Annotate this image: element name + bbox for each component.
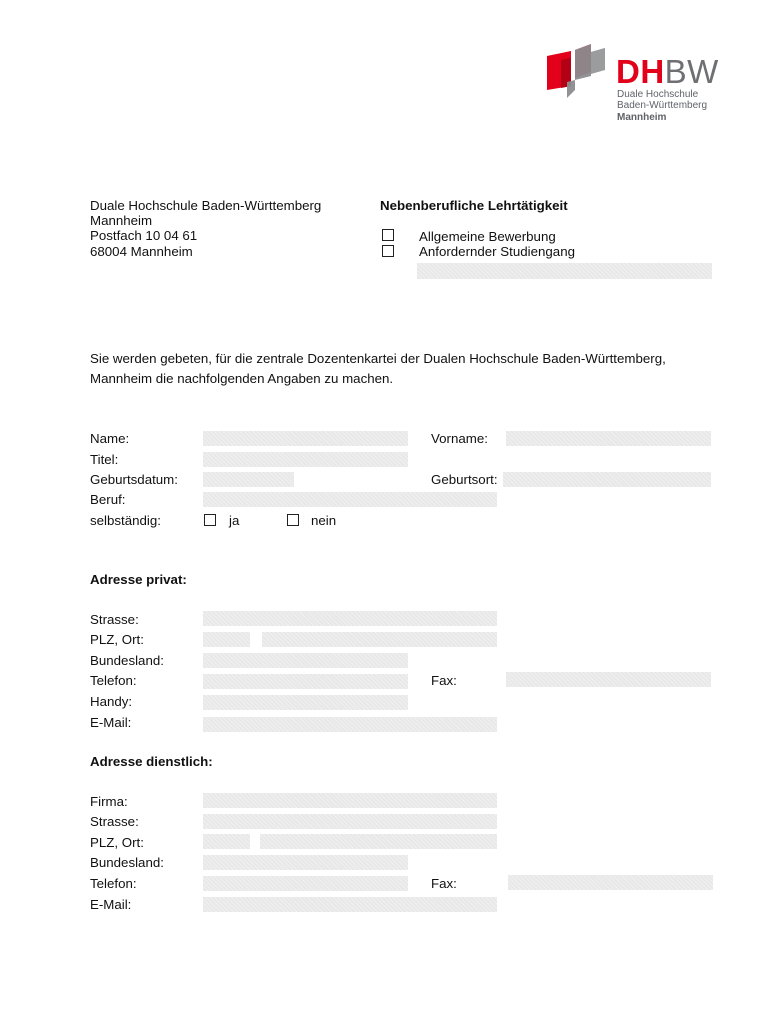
dienstlich-fax-field[interactable] — [508, 875, 713, 890]
dienstlich-firma-field[interactable] — [203, 793, 497, 808]
logo-dh: DH — [616, 53, 665, 90]
privat-plz-ort-label: PLZ, Ort: — [90, 632, 144, 647]
dienstlich-bundesland-field[interactable] — [203, 855, 408, 870]
address-line-4: 68004 Mannheim — [90, 244, 193, 259]
dienstlich-firma-label: Firma: — [90, 794, 128, 809]
privat-fax-field[interactable] — [506, 672, 711, 687]
dienstlich-bundesland-label: Bundesland: — [90, 855, 164, 870]
privat-handy-label: Handy: — [90, 694, 133, 709]
dienstlich-strasse-label: Strasse: — [90, 814, 139, 829]
adresse-dienstlich-heading: Adresse dienstlich: — [90, 754, 213, 769]
intro-line-1: Sie werden gebeten, für die zentrale Dozentenkartei der Dualen Hochschule Baden-Württemberg, — [90, 351, 666, 366]
vorname-label: Vorname: — [431, 431, 488, 446]
privat-email-label: E-Mail: — [90, 715, 132, 730]
intro-line-2: Mannheim die nachfolgenden Angaben zu machen. — [90, 371, 394, 386]
privat-bundesland-label: Bundesland: — [90, 653, 164, 668]
privat-strasse-field[interactable] — [203, 611, 497, 626]
beruf-field[interactable] — [203, 492, 497, 507]
address-line-3: Postfach 10 04 61 — [90, 228, 198, 243]
titel-field[interactable] — [203, 452, 408, 467]
selbstaendig-label: selbständig: — [90, 513, 161, 528]
logo-line2: Baden-Württemberg — [617, 100, 708, 111]
logo-bw: BW — [664, 53, 719, 90]
anfordernder-studiengang-checkbox[interactable] — [382, 245, 394, 257]
dienstlich-strasse-field[interactable] — [203, 814, 497, 829]
studiengang-field[interactable] — [417, 263, 712, 279]
geburtsdatum-label: Geburtsdatum: — [90, 472, 178, 487]
privat-bundesland-field[interactable] — [203, 653, 408, 668]
name-label: Name: — [90, 431, 130, 446]
selbstaendig-ja-checkbox[interactable] — [204, 514, 216, 526]
adresse-privat-heading: Adresse privat: — [90, 572, 187, 587]
dienstlich-fax-label: Fax: — [431, 876, 457, 891]
geburtsort-field[interactable] — [503, 472, 711, 487]
allgemeine-bewerbung-label: Allgemeine Bewerbung — [419, 229, 556, 244]
privat-email-field[interactable] — [203, 717, 497, 732]
dhbw-logo-mark-icon — [545, 42, 609, 100]
privat-plz-field[interactable] — [203, 632, 250, 647]
name-field[interactable] — [203, 431, 408, 446]
geburtsdatum-field[interactable] — [203, 472, 294, 487]
dienstlich-plz-field[interactable] — [203, 834, 250, 849]
selbstaendig-nein-checkbox[interactable] — [287, 514, 299, 526]
address-line-1: Duale Hochschule Baden-Württemberg — [90, 198, 322, 213]
titel-label: Titel: — [90, 452, 119, 467]
allgemeine-bewerbung-checkbox[interactable] — [382, 229, 394, 241]
privat-strasse-label: Strasse: — [90, 612, 139, 627]
address-line-2: Mannheim — [90, 213, 153, 228]
application-title: Nebenberufliche Lehrtätigkeit — [380, 198, 568, 213]
privat-telefon-label: Telefon: — [90, 673, 137, 688]
dienstlich-telefon-field[interactable] — [203, 876, 408, 891]
privat-handy-field[interactable] — [203, 695, 408, 710]
dienstlich-email-label: E-Mail: — [90, 897, 132, 912]
vorname-field[interactable] — [506, 431, 711, 446]
beruf-label: Beruf: — [90, 492, 126, 507]
logo-line1: Duale Hochschule — [617, 89, 699, 100]
privat-fax-label: Fax: — [431, 673, 457, 688]
selbstaendig-ja-label: ja — [229, 513, 240, 528]
dienstlich-ort-field[interactable] — [260, 834, 497, 849]
selbstaendig-nein-label: nein — [311, 513, 337, 528]
anfordernder-studiengang-label: Anfordernder Studiengang — [419, 244, 575, 259]
dienstlich-telefon-label: Telefon: — [90, 876, 137, 891]
privat-telefon-field[interactable] — [203, 674, 408, 689]
logo-line3: Mannheim — [617, 112, 667, 123]
privat-ort-field[interactable] — [262, 632, 497, 647]
geburtsort-label: Geburtsort: — [431, 472, 498, 487]
dienstlich-email-field[interactable] — [203, 897, 497, 912]
dienstlich-plz-ort-label: PLZ, Ort: — [90, 835, 144, 850]
